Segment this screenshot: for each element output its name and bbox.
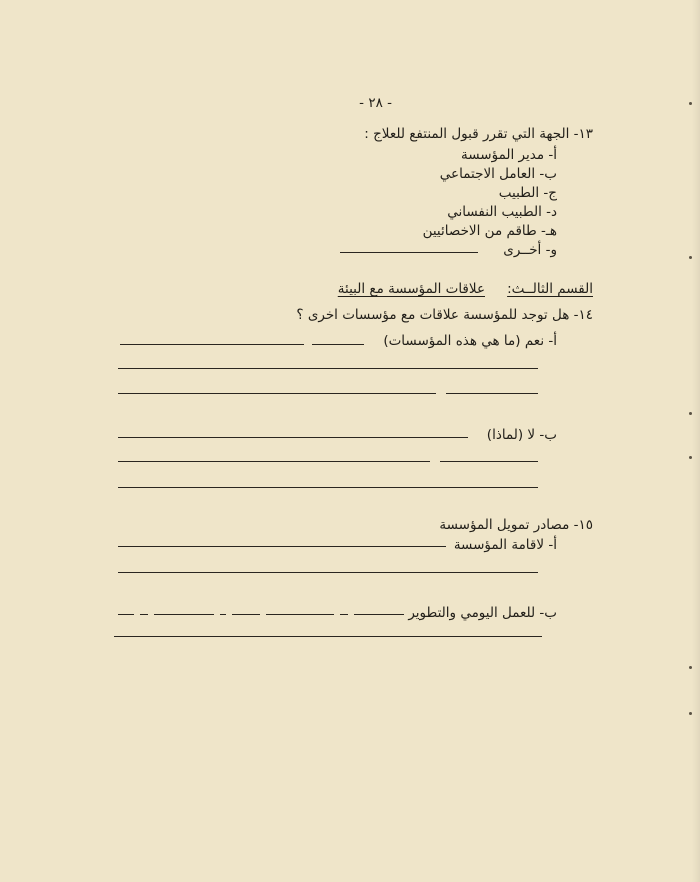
q14-b-answer-line[interactable] bbox=[118, 487, 538, 488]
q13-other-answer-line[interactable] bbox=[340, 252, 478, 253]
q15-b-answer-line[interactable] bbox=[140, 614, 148, 615]
q15-b-answer-line[interactable] bbox=[354, 614, 404, 615]
q15-b-answer-line[interactable] bbox=[232, 614, 260, 615]
q15-a-answer-line[interactable] bbox=[118, 546, 446, 547]
q15-b-answer-line[interactable] bbox=[266, 614, 334, 615]
q14-b-answer-line[interactable] bbox=[440, 461, 538, 462]
punch-mark bbox=[689, 712, 692, 715]
question-14: ١٤- هل توجد للمؤسسة علاقات مع مؤسسات اخرى ؟ bbox=[296, 307, 593, 323]
question-15: ١٥- مصادر تمويل المؤسسة bbox=[439, 517, 593, 533]
q14-option-a: أ- نعم (ما هي هذه المؤسسات) bbox=[383, 333, 557, 349]
q15-b-answer-line[interactable] bbox=[220, 614, 226, 615]
punch-mark bbox=[689, 102, 692, 105]
q13-option-b: ب- العامل الاجتماعي bbox=[439, 166, 557, 182]
punch-mark bbox=[689, 666, 692, 669]
section-3-title: علاقات المؤسسة مع البيئة bbox=[337, 281, 485, 297]
question-13: ١٣- الجهة التي تقرر قبول المنتفع للعلاج : bbox=[364, 126, 593, 142]
q13-option-c: ج- الطبيب bbox=[498, 185, 557, 201]
q15-option-b: ب- للعمل اليومي والتطوير bbox=[408, 605, 557, 621]
q13-option-d: د- الطبيب النفساني bbox=[447, 204, 557, 220]
q14-option-b: ب- لا (لماذا) bbox=[486, 427, 557, 443]
q14-a-answer-line[interactable] bbox=[118, 393, 436, 394]
q13-option-e: هـ- طاقم من الاخصائيين bbox=[422, 223, 557, 239]
punch-mark bbox=[689, 412, 692, 415]
q15-b-answer-line[interactable] bbox=[154, 614, 214, 615]
section-3-label: القسم الثالــث: bbox=[507, 281, 593, 297]
q14-b-answer-line[interactable] bbox=[118, 461, 430, 462]
q15-b-answer-line[interactable] bbox=[118, 614, 134, 615]
q14-a-answer-line[interactable] bbox=[118, 368, 538, 369]
q15-option-a: أ- لاقامة المؤسسة bbox=[453, 537, 557, 553]
q14-a-answer-line[interactable] bbox=[312, 344, 364, 345]
page-edge-shadow bbox=[692, 0, 700, 882]
q15-b-answer-line[interactable] bbox=[114, 636, 542, 637]
q14-a-answer-line[interactable] bbox=[446, 393, 538, 394]
page-number: - ٢٨ - bbox=[359, 95, 392, 111]
punch-mark bbox=[689, 456, 692, 459]
q15-b-answer-line[interactable] bbox=[340, 614, 348, 615]
q14-a-answer-line[interactable] bbox=[120, 344, 304, 345]
q14-b-answer-line[interactable] bbox=[118, 437, 468, 438]
punch-mark bbox=[689, 256, 692, 259]
q13-option-f: و- أخــرى bbox=[503, 242, 557, 258]
q15-a-answer-line[interactable] bbox=[118, 572, 538, 573]
q13-option-a: أ- مدير المؤسسة bbox=[461, 147, 557, 163]
